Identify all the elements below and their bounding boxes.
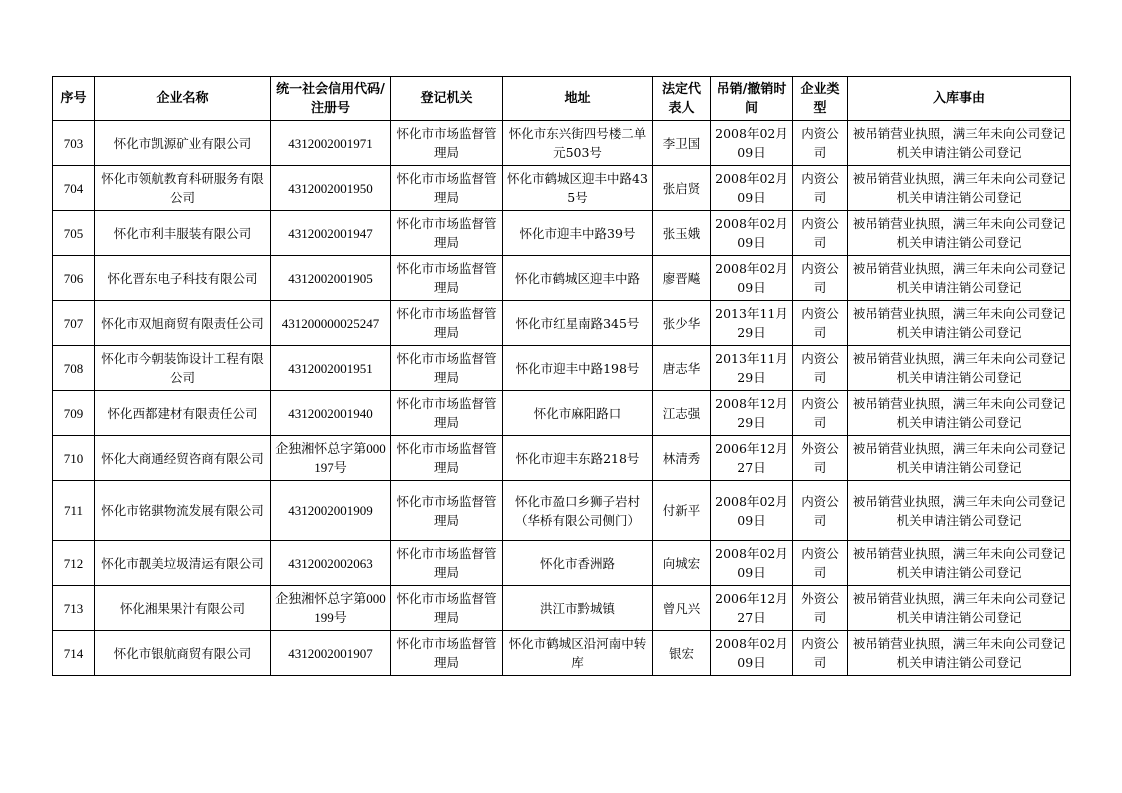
cell-time: 2008年02月09日 xyxy=(711,121,793,166)
cell-rep: 张启贤 xyxy=(653,166,711,211)
cell-address: 怀化市香洲路 xyxy=(503,541,653,586)
cell-rep: 付新平 xyxy=(653,481,711,541)
header-cell: 统一社会信用代码/注册号 xyxy=(271,77,391,121)
cell-time: 2013年11月29日 xyxy=(711,301,793,346)
cell-no: 711 xyxy=(53,481,95,541)
header-cell: 登记机关 xyxy=(391,77,503,121)
cell-reason: 被吊销营业执照，满三年未向公司登记机关申请注销公司登记 xyxy=(848,346,1071,391)
cell-type: 外资公司 xyxy=(793,436,848,481)
cell-authority: 怀化市市场监督管理局 xyxy=(391,481,503,541)
cell-address: 怀化市迎丰中路39号 xyxy=(503,211,653,256)
cell-reason: 被吊销营业执照，满三年未向公司登记机关申请注销公司登记 xyxy=(848,166,1071,211)
cell-authority: 怀化市市场监督管理局 xyxy=(391,631,503,676)
cell-rep: 向城宏 xyxy=(653,541,711,586)
table-row xyxy=(53,391,1071,436)
cell-type: 内资公司 xyxy=(793,166,848,211)
cell-rep: 唐志华 xyxy=(653,346,711,391)
header-cell: 吊销/撤销时间 xyxy=(711,77,793,121)
cell-name: 怀化大商通经贸咨商有限公司 xyxy=(95,436,271,481)
cell-rep: 林清秀 xyxy=(653,436,711,481)
table-row xyxy=(53,541,1071,586)
header-cell: 企业名称 xyxy=(95,77,271,121)
cell-no: 706 xyxy=(53,256,95,301)
cell-rep: 李卫国 xyxy=(653,121,711,166)
cell-no: 703 xyxy=(53,121,95,166)
cell-type: 内资公司 xyxy=(793,346,848,391)
cell-no: 704 xyxy=(53,166,95,211)
cell-authority: 怀化市市场监督管理局 xyxy=(391,436,503,481)
cell-rep: 张少华 xyxy=(653,301,711,346)
table-row xyxy=(53,631,1071,676)
cell-rep: 曾凡兴 xyxy=(653,586,711,631)
cell-code: 4312002001950 xyxy=(271,166,391,211)
cell-type: 内资公司 xyxy=(793,481,848,541)
cell-code: 4312002001951 xyxy=(271,346,391,391)
cell-time: 2008年02月09日 xyxy=(711,541,793,586)
cell-authority: 怀化市市场监督管理局 xyxy=(391,121,503,166)
cell-type: 内资公司 xyxy=(793,631,848,676)
cell-reason: 被吊销营业执照，满三年未向公司登记机关申请注销公司登记 xyxy=(848,481,1071,541)
cell-rep: 廖晋飚 xyxy=(653,256,711,301)
cell-reason: 被吊销营业执照，满三年未向公司登记机关申请注销公司登记 xyxy=(848,211,1071,256)
cell-code: 4312002001947 xyxy=(271,211,391,256)
cell-name: 怀化市今朝装饰设计工程有限公司 xyxy=(95,346,271,391)
cell-type: 内资公司 xyxy=(793,211,848,256)
cell-time: 2008年02月09日 xyxy=(711,256,793,301)
table-row xyxy=(53,121,1071,166)
cell-time: 2008年02月09日 xyxy=(711,631,793,676)
cell-time: 2006年12月27日 xyxy=(711,586,793,631)
cell-no: 705 xyxy=(53,211,95,256)
cell-address: 怀化市鹤城区迎丰中路435号 xyxy=(503,166,653,211)
cell-name: 怀化市银航商贸有限公司 xyxy=(95,631,271,676)
table-row xyxy=(53,481,1071,541)
cell-name: 怀化市领航教育科研服务有限公司 xyxy=(95,166,271,211)
cell-name: 怀化市铭骐物流发展有限公司 xyxy=(95,481,271,541)
cell-address: 怀化市盈口乡狮子岩村（华桥有限公司侧门） xyxy=(503,481,653,541)
cell-name: 怀化晋东电子科技有限公司 xyxy=(95,256,271,301)
cell-no: 710 xyxy=(53,436,95,481)
cell-address: 怀化市鹤城区沿河南中转库 xyxy=(503,631,653,676)
cell-time: 2008年02月09日 xyxy=(711,481,793,541)
cell-reason: 被吊销营业执照，满三年未向公司登记机关申请注销公司登记 xyxy=(848,256,1071,301)
cell-address: 洪江市黔城镇 xyxy=(503,586,653,631)
cell-code: 4312002001971 xyxy=(271,121,391,166)
cell-rep: 江志强 xyxy=(653,391,711,436)
cell-time: 2013年11月29日 xyxy=(711,346,793,391)
cell-name: 怀化市利丰服装有限公司 xyxy=(95,211,271,256)
cell-address: 怀化市麻阳路口 xyxy=(503,391,653,436)
header-cell: 序号 xyxy=(53,77,95,121)
table-row xyxy=(53,586,1071,631)
cell-authority: 怀化市市场监督管理局 xyxy=(391,256,503,301)
cell-no: 712 xyxy=(53,541,95,586)
cell-code: 4312002001909 xyxy=(271,481,391,541)
cell-type: 内资公司 xyxy=(793,541,848,586)
table-row xyxy=(53,211,1071,256)
cell-address: 怀化市东兴街四号楼二单元503号 xyxy=(503,121,653,166)
table-row xyxy=(53,301,1071,346)
cell-authority: 怀化市市场监督管理局 xyxy=(391,586,503,631)
header-cell: 企业类型 xyxy=(793,77,848,121)
cell-no: 713 xyxy=(53,586,95,631)
cell-code: 4312002001940 xyxy=(271,391,391,436)
cell-type: 内资公司 xyxy=(793,256,848,301)
cell-name: 怀化湘果果汁有限公司 xyxy=(95,586,271,631)
cell-code: 4312002001905 xyxy=(271,256,391,301)
cell-reason: 被吊销营业执照，满三年未向公司登记机关申请注销公司登记 xyxy=(848,301,1071,346)
cell-authority: 怀化市市场监督管理局 xyxy=(391,541,503,586)
cell-code: 431200000025247 xyxy=(271,301,391,346)
cell-type: 内资公司 xyxy=(793,301,848,346)
cell-no: 707 xyxy=(53,301,95,346)
cell-name: 怀化市双旭商贸有限责任公司 xyxy=(95,301,271,346)
header-cell: 入库事由 xyxy=(848,77,1071,121)
cell-name: 怀化西都建材有限责任公司 xyxy=(95,391,271,436)
cell-code: 企独湘怀总字第000197号 xyxy=(271,436,391,481)
cell-time: 2006年12月27日 xyxy=(711,436,793,481)
cell-authority: 怀化市市场监督管理局 xyxy=(391,166,503,211)
cell-time: 2008年02月09日 xyxy=(711,211,793,256)
cell-type: 内资公司 xyxy=(793,121,848,166)
table-row xyxy=(53,436,1071,481)
cell-authority: 怀化市市场监督管理局 xyxy=(391,346,503,391)
table-row xyxy=(53,166,1071,211)
revoked-enterprise-table xyxy=(52,76,1071,676)
cell-reason: 被吊销营业执照，满三年未向公司登记机关申请注销公司登记 xyxy=(848,436,1071,481)
table-row xyxy=(53,346,1071,391)
cell-code: 企独湘怀总字第000199号 xyxy=(271,586,391,631)
cell-authority: 怀化市市场监督管理局 xyxy=(391,301,503,346)
cell-reason: 被吊销营业执照，满三年未向公司登记机关申请注销公司登记 xyxy=(848,541,1071,586)
cell-type: 内资公司 xyxy=(793,391,848,436)
cell-no: 708 xyxy=(53,346,95,391)
cell-reason: 被吊销营业执照，满三年未向公司登记机关申请注销公司登记 xyxy=(848,631,1071,676)
cell-reason: 被吊销营业执照，满三年未向公司登记机关申请注销公司登记 xyxy=(848,586,1071,631)
cell-name: 怀化市凯源矿业有限公司 xyxy=(95,121,271,166)
cell-code: 4312002002063 xyxy=(271,541,391,586)
cell-time: 2008年12月29日 xyxy=(711,391,793,436)
header-row xyxy=(53,77,1071,121)
cell-rep: 张玉娥 xyxy=(653,211,711,256)
cell-code: 4312002001907 xyxy=(271,631,391,676)
header-cell: 地址 xyxy=(503,77,653,121)
cell-type: 外资公司 xyxy=(793,586,848,631)
cell-authority: 怀化市市场监督管理局 xyxy=(391,211,503,256)
cell-address: 怀化市鹤城区迎丰中路 xyxy=(503,256,653,301)
header-cell: 法定代表人 xyxy=(653,77,711,121)
cell-rep: 银宏 xyxy=(653,631,711,676)
cell-address: 怀化市红星南路345号 xyxy=(503,301,653,346)
cell-authority: 怀化市市场监督管理局 xyxy=(391,391,503,436)
cell-no: 714 xyxy=(53,631,95,676)
cell-address: 怀化市迎丰东路218号 xyxy=(503,436,653,481)
cell-address: 怀化市迎丰中路198号 xyxy=(503,346,653,391)
cell-no: 709 xyxy=(53,391,95,436)
cell-reason: 被吊销营业执照，满三年未向公司登记机关申请注销公司登记 xyxy=(848,391,1071,436)
table-body xyxy=(53,121,1071,676)
table-row xyxy=(53,256,1071,301)
cell-time: 2008年02月09日 xyxy=(711,166,793,211)
cell-reason: 被吊销营业执照，满三年未向公司登记机关申请注销公司登记 xyxy=(848,121,1071,166)
table-header xyxy=(53,77,1071,121)
cell-name: 怀化市靓美垃圾清运有限公司 xyxy=(95,541,271,586)
